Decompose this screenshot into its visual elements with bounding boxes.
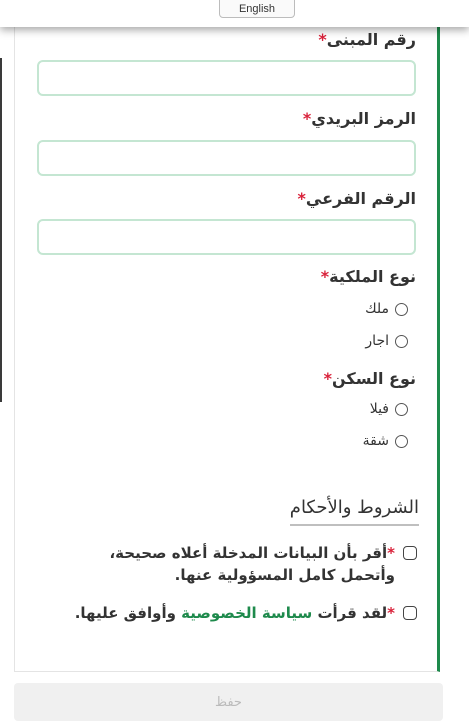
radio-button[interactable] bbox=[395, 403, 408, 416]
language-button[interactable]: English bbox=[219, 0, 295, 18]
ownership-type-label: نوع الملكية* bbox=[320, 267, 416, 286]
radio-button[interactable] bbox=[395, 435, 408, 448]
building-number-input[interactable] bbox=[37, 60, 416, 96]
privacy-checkbox-row[interactable] bbox=[75, 602, 417, 624]
terms-title: الشروط والأحكام bbox=[290, 497, 419, 526]
sub-number-input[interactable] bbox=[37, 219, 416, 255]
declaration-checkbox[interactable] bbox=[403, 546, 417, 560]
required-mark: * bbox=[323, 369, 332, 388]
sub-number-label: الرقم الفرعي* bbox=[297, 189, 416, 208]
privacy-text: *لقد قرأت سياسة الخصوصية وأوافق عليها. bbox=[74, 604, 395, 622]
housing-option-apartment[interactable] bbox=[363, 433, 408, 449]
privacy-policy-link[interactable]: سياسة الخصوصية bbox=[181, 604, 313, 622]
option-label: اجار bbox=[365, 333, 389, 349]
option-label: شقة bbox=[362, 433, 389, 449]
required-mark: * bbox=[318, 30, 327, 49]
ownership-option-own[interactable] bbox=[365, 301, 408, 317]
top-bar bbox=[0, 0, 469, 27]
required-mark: * bbox=[302, 109, 312, 128]
building-number-label: رقم المبنى* bbox=[318, 30, 416, 49]
ownership-option-rent[interactable] bbox=[365, 333, 408, 349]
postal-code-input[interactable] bbox=[37, 140, 416, 176]
required-mark: * bbox=[320, 267, 330, 286]
option-label: فيلا bbox=[369, 401, 389, 417]
postal-code-label: الرمز البريدي* bbox=[302, 109, 416, 128]
left-edge-line bbox=[0, 58, 2, 402]
declaration-checkbox-row[interactable] bbox=[109, 542, 417, 586]
housing-option-villa[interactable] bbox=[370, 401, 408, 417]
save-button[interactable]: حفظ bbox=[14, 683, 443, 721]
declaration-text: *أقر بأن البيانات المدخلة أعلاه صحيحة، وأتحمل كامل المسؤولية عنها. bbox=[109, 544, 395, 584]
required-mark: * bbox=[297, 189, 306, 208]
option-label: ملك bbox=[365, 301, 389, 317]
radio-button[interactable] bbox=[395, 335, 408, 348]
housing-type-label: نوع السكن* bbox=[323, 369, 416, 388]
privacy-checkbox[interactable] bbox=[403, 606, 417, 620]
radio-button[interactable] bbox=[395, 303, 408, 316]
